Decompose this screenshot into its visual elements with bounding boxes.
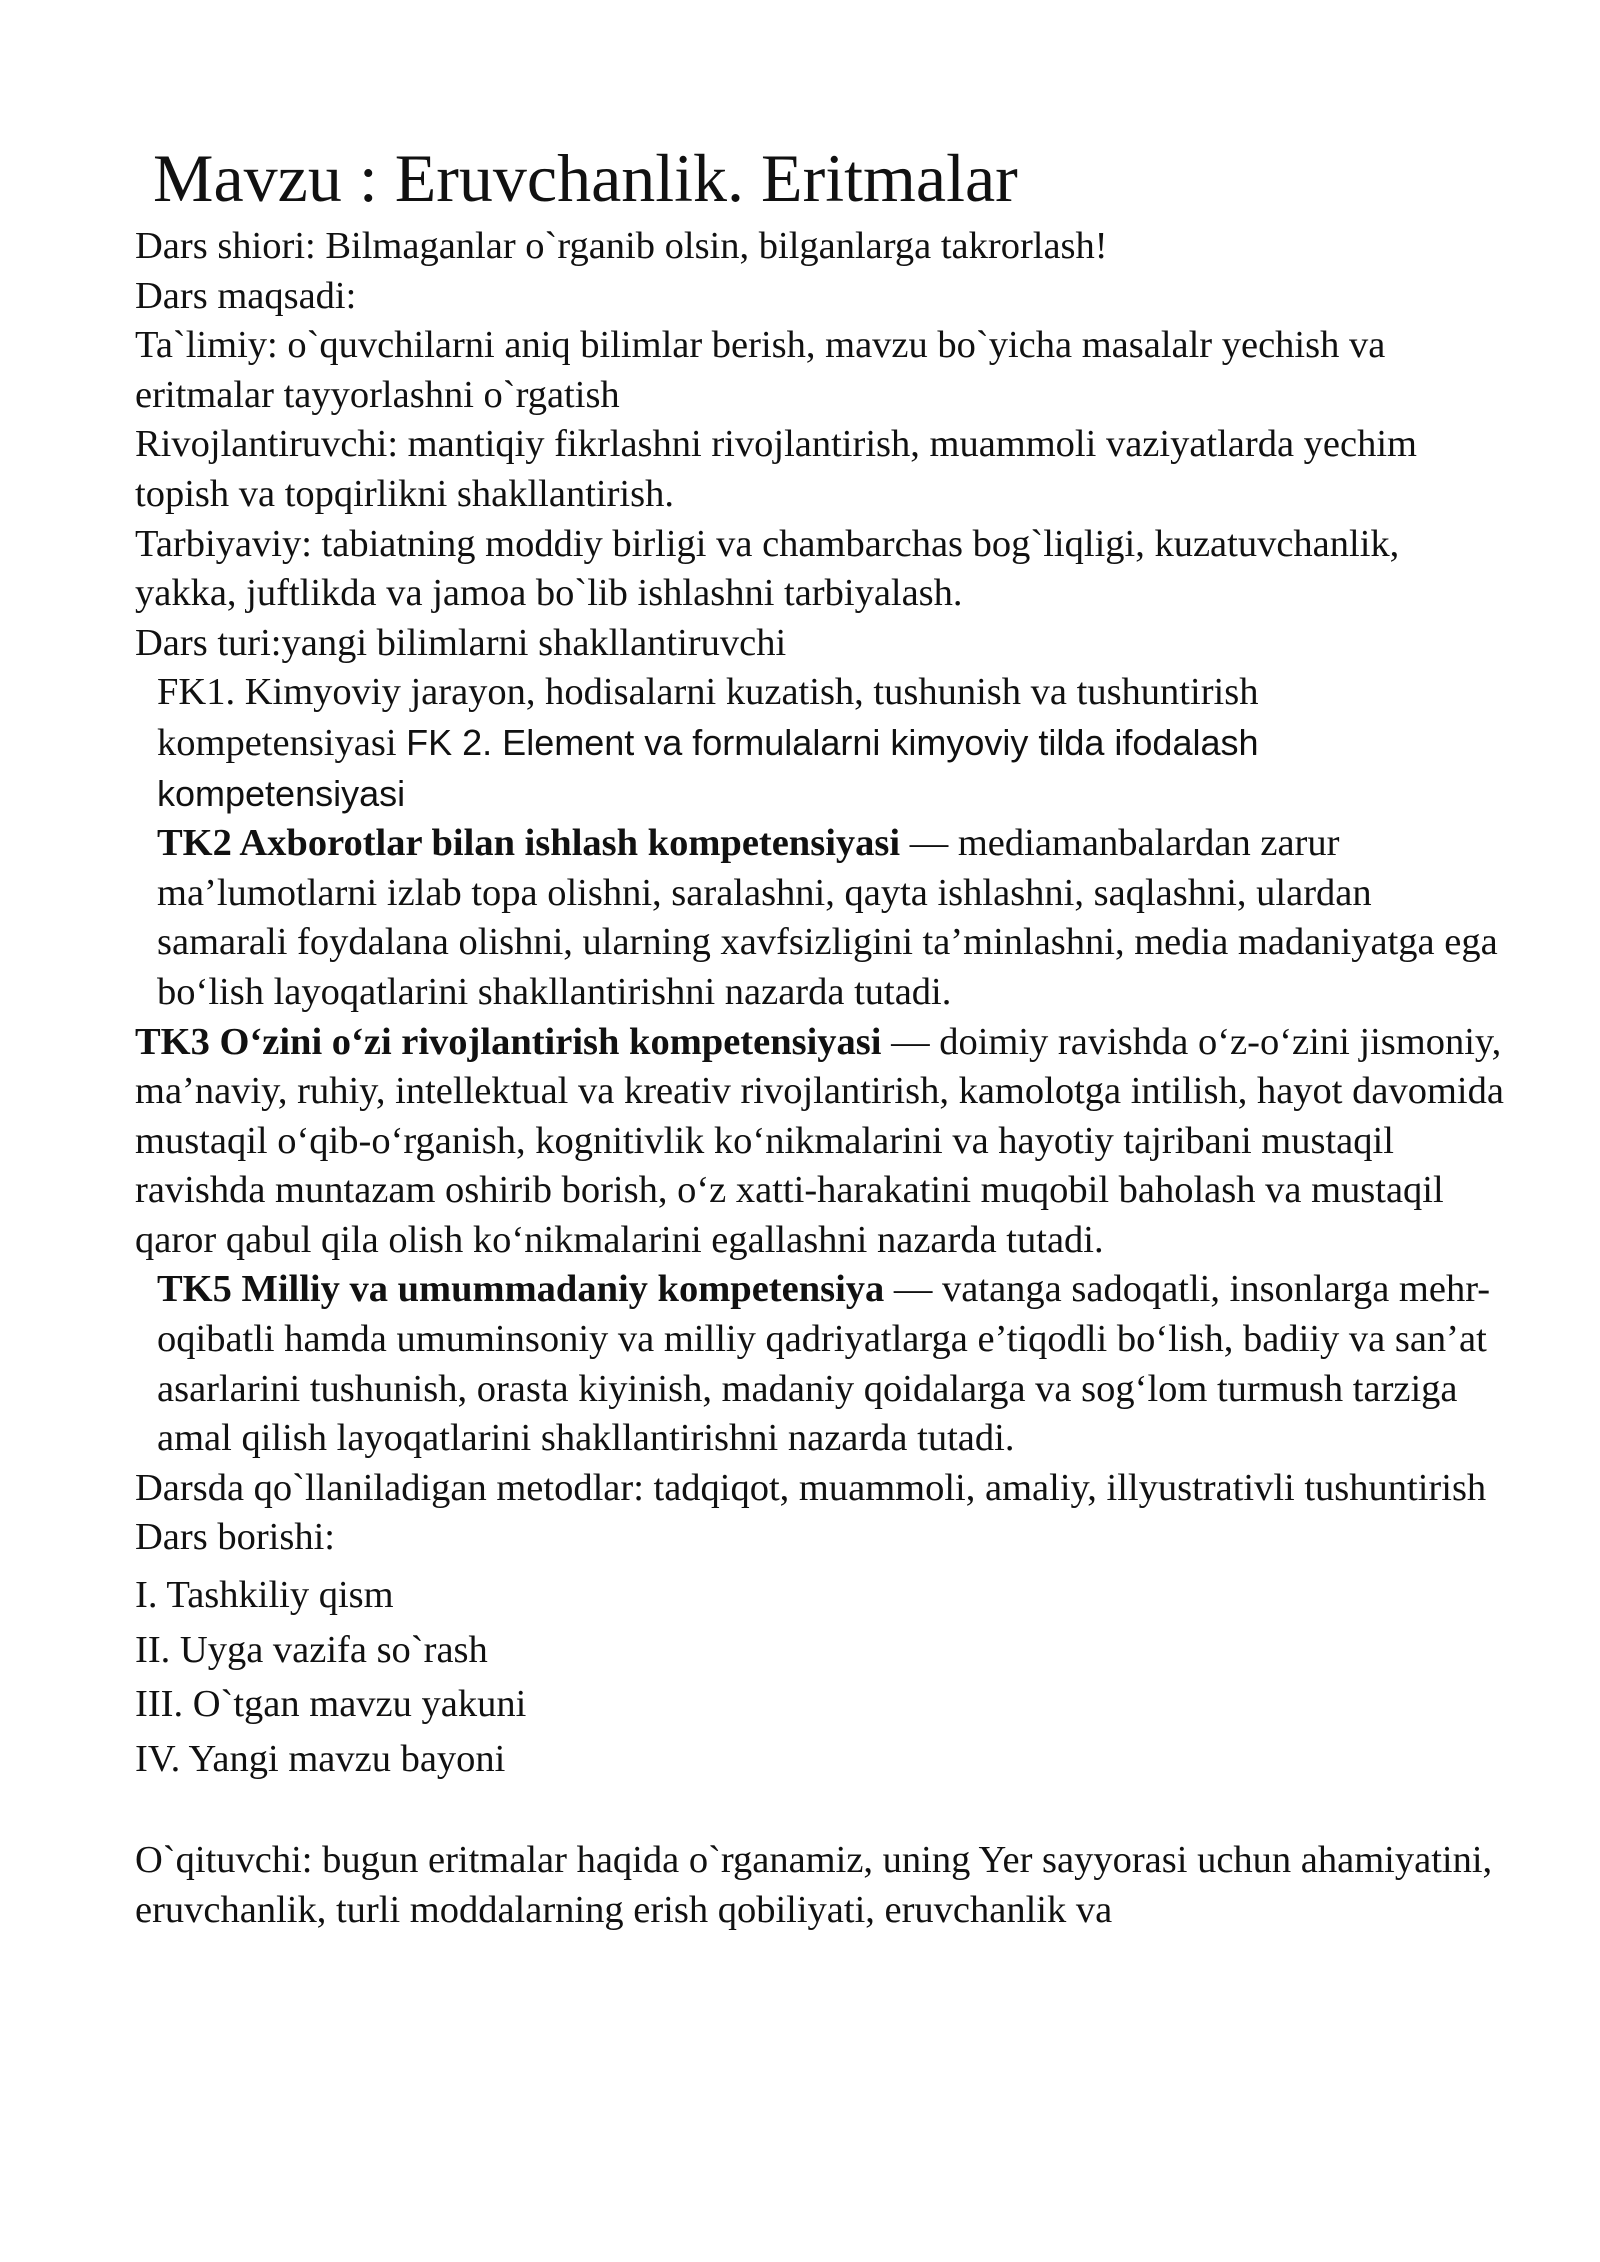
competency-tk2-text: — mediamanbalardan zarur ma’lumotlarni izlab topa olishni, saralashni, qayta ishlashni, saqlashni, ulardan samarali foydalana olishni, ularning xavfsizligini ta’minlashni, media madaniyatga ega bo‘lish layoqatlarini shakllantirishni nazarda tutadi. <box>157 822 1498 1013</box>
list-item: I. Tashkiliy qism <box>135 1574 394 1617</box>
competency-fk <box>135 668 1505 819</box>
competency-fk2: FK 2. Element va formulalarni kimyoviy tilda ifodalash kompetensiyasi <box>157 721 1259 814</box>
competency-fk1: FK1. Kimyoviy jarayon, hodisalarni kuzatish, tushunish va tushuntirish kompetensiyasi <box>157 671 1259 764</box>
lesson-methods: Darsda qo`llaniladigan metodlar: tadqiqot, muammoli, amaliy, illyustrativli tushuntirish <box>135 1466 1487 1509</box>
competency-tk5-heading: TK5 Milliy va umummadaniy kompetensiya <box>157 1268 885 1311</box>
educational-goal: Ta`limiy: o`quvchilarni aniq bilimlar berish, mavzu bo`yicha masalalr yechish va eritmalar tayyorlashni o`rgatish <box>135 324 1386 416</box>
list-item: IV. Yangi mavzu bayoni <box>135 1737 506 1780</box>
upbringing-goal: Tarbiyaviy: tabiatning moddiy birligi va chambarchas bog`liqligi, kuzatuvchanlik, yakka, juftlikda va jamoa bo`lib ishlashni tarbiyalash. <box>135 522 1400 615</box>
competency-tk5 <box>135 1265 1505 1463</box>
lesson-flow-heading: Dars borishi: <box>135 1516 335 1559</box>
competency-tk5-text: — vatanga sadoqatli, insonlarga mehr-oqibatli hamda umuminsoniy va milliy qadriyatlarga e’tiqodli bo‘lish, badiiy va san’at asarlarini tushunish, orasta kiyinish, madaniy qoidalarga va sog‘lom turmush tarziga amal qilish layoqatlarini shakllantirishni nazarda tutadi. <box>157 1268 1491 1460</box>
competency-tk2 <box>135 819 1505 1017</box>
list-item: II. Uyga vazifa so`rash <box>135 1628 488 1671</box>
lesson-steps-list <box>135 1568 1505 1786</box>
lesson-goals-heading: Dars maqsadi: <box>135 274 357 317</box>
competency-tk3-heading: TK3 O‘zini o‘zi rivojlantirish kompetensiyasi <box>135 1020 882 1063</box>
developmental-goal: Rivojlantiruvchi: mantiqiy fikrlashni rivojlantirish, muammoli vaziyatlarda yechim topish va topqirlikni shakllantirish. <box>135 423 1417 515</box>
competency-tk2-heading: TK2 Axborotlar bilan ishlash kompetensiyasi <box>157 822 901 865</box>
document-body <box>135 222 1505 1935</box>
list-item: III. O`tgan mavzu yakuni <box>135 1683 527 1726</box>
lesson-motto: Dars shiori: Bilmaganlar o`rganib olsin, bilganlarga takrorlash! <box>135 225 1108 267</box>
page-title: Mavzu : Eruvchanlik. Eritmalar <box>153 140 1018 216</box>
lesson-type: Dars turi:yangi bilimlarni shakllantiruvchi <box>135 621 787 664</box>
paragraph-gap <box>135 1786 1505 1836</box>
teacher-intro: O`qituvchi: bugun eritmalar haqida o`rganamiz, uning Yer sayyorasi uchun ahamiyatini, eruvchanlik, turli moddalarning erish qobiliyati, eruvchanlik va <box>135 1839 1493 1931</box>
competency-tk3 <box>135 1018 1505 1266</box>
competency-tk3-text: — doimiy ravishda o‘z-o‘zini jismoniy, ma’naviy, ruhiy, intellektual va kreativ rivojlantirish, kamolotga intilish, hayot davomida mustaqil o‘qib-o‘rganish, kognitivlik ko‘nikmalarini va hayotiy tajribani mustaqil ravishda muntazam oshirib borish, o‘z xatti-harakatini muqobil baholash va mustaqil qaror qabul qila olish ko‘nikmalarini egallashni nazarda tutadi. <box>135 1020 1504 1261</box>
